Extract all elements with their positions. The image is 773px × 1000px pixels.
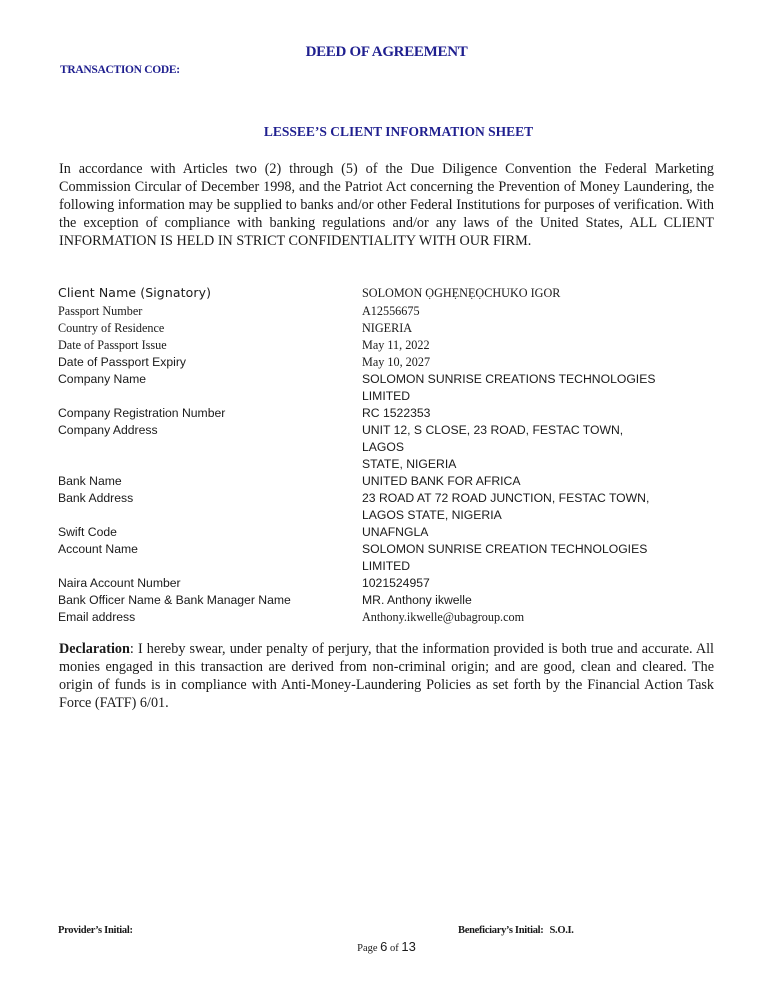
- company-address-value-line2: STATE, NIGERIA: [362, 457, 457, 471]
- account-name-value: [362, 541, 662, 575]
- company-address-label: Company Address: [58, 423, 158, 437]
- account-number-label: Naira Account Number: [58, 576, 181, 590]
- info-row-bank-officer: [58, 592, 678, 609]
- company-name-value: [362, 371, 662, 405]
- info-row-country: [58, 320, 678, 337]
- declaration-paragraph: [59, 640, 714, 712]
- sheet-title-text: LESSEE’S CLIENT INFORMATION SHEET: [263, 124, 534, 139]
- bank-officer-value: MR. Anthony ikwelle: [362, 593, 472, 607]
- company-name-value-line2: LIMITED: [362, 389, 411, 403]
- intro-paragraph: In accordance with Articles two (2) through (5) of the Due Diligence Convention the Federal Marketing Commission Circular of December 1998, and the Patriot Act concerning the Prevention of Money Laundering, the following information may be supplied to banks and/or other Federal Institutions for purposes of verification. With the exception of compliance with banking regulations and/or any laws of the United States, ALL CLIENT INFORMATION IS HELD IN STRICT CONFIDENTIALITY WITH OUR FIRM.: [59, 161, 714, 249]
- company-reg-label: Company Registration Number: [58, 406, 226, 420]
- passport-number-value: A12556675: [362, 304, 420, 318]
- client-info-table: [58, 283, 678, 626]
- passport-expiry-value: May 10, 2027: [362, 355, 431, 369]
- client-name-label: Client Name (Signatory): [58, 285, 212, 300]
- passport-issue-value: May 11, 2022: [362, 338, 430, 352]
- bank-address-value: [362, 490, 662, 524]
- company-address-value-line1: UNIT 12, S CLOSE, 23 ROAD, FESTAC TOWN, LAGOS: [362, 423, 624, 454]
- info-row-bank-address: [58, 490, 678, 524]
- page-of: of: [390, 943, 399, 954]
- page-prefix: Page: [357, 943, 378, 954]
- account-number-value: 1021524957: [362, 576, 430, 590]
- email-value: Anthony.ikwelle@ubagroup.com: [362, 610, 525, 624]
- info-row-company-reg: [58, 405, 678, 422]
- email-label: Email address: [58, 610, 136, 624]
- beneficiary-initials: S.O.I.: [549, 925, 574, 936]
- passport-number-label: Passport Number: [58, 304, 143, 318]
- passport-issue-label: Date of Passport Issue: [58, 338, 167, 352]
- declaration-text: : I hereby swear, under penalty of perjury, that the information provided is both true and accurate. All monies engaged in this transaction are derived from non-criminal origin; and are good, clean and cleared. The origin of funds is in compliance with Anti-Money-Laundering Policies as set forth by the Financial Action Task Force (FATF) 6/01.: [59, 641, 714, 711]
- declaration-label: Declaration: [59, 641, 130, 657]
- info-row-account-number: [58, 575, 678, 592]
- beneficiary-initial: [458, 925, 574, 936]
- country-value: NIGERIA: [362, 321, 413, 335]
- info-row-bank-name: [58, 473, 678, 490]
- company-reg-value: RC 1522353: [362, 406, 431, 420]
- client-name-value: SOLOMON ỌGHẸNẸỌCHUKO IGOR: [362, 286, 561, 300]
- company-address-value: [362, 422, 662, 473]
- passport-expiry-label: Date of Passport Expiry: [58, 355, 187, 369]
- document-title-text: DEED OF AGREEMENT: [305, 44, 468, 60]
- page-current: 6: [380, 939, 388, 954]
- swift-code-label: Swift Code: [58, 525, 117, 539]
- bank-address-label: Bank Address: [58, 491, 134, 505]
- info-row-email: [58, 609, 678, 626]
- bank-address-value-line2: LAGOS STATE, NIGERIA: [362, 508, 502, 522]
- info-row-passport-issue: [58, 337, 678, 354]
- page-number: [0, 939, 773, 954]
- info-row-swift-code: [58, 524, 678, 541]
- company-name-label: Company Name: [58, 372, 147, 386]
- info-row-passport-number: [58, 303, 678, 320]
- account-name-value-line1: SOLOMON SUNRISE CREATION TECHNOLOGIES: [362, 542, 648, 556]
- bank-address-value-line1: 23 ROAD AT 72 ROAD JUNCTION, FESTAC TOWN,: [362, 491, 650, 505]
- account-name-value-line2: LIMITED: [362, 559, 411, 573]
- beneficiary-initial-label: Beneficiary’s Initial:: [458, 925, 544, 936]
- info-row-account-name: [58, 541, 678, 575]
- info-row-client-name: [58, 283, 678, 303]
- info-row-company-address: [58, 422, 678, 473]
- country-label: Country of Residence: [58, 321, 165, 335]
- bank-officer-label: Bank Officer Name & Bank Manager Name: [58, 593, 291, 607]
- sheet-title: [0, 124, 773, 140]
- provider-initial-label: Provider’s Initial:: [58, 925, 133, 936]
- bank-name-label: Bank Name: [58, 474, 122, 488]
- page-total: 13: [401, 939, 416, 954]
- transaction-code-label: TRANSACTION CODE:: [60, 64, 180, 76]
- document-title: [0, 44, 773, 61]
- company-name-value-line1: SOLOMON SUNRISE CREATIONS TECHNOLOGIES: [362, 372, 656, 386]
- account-name-label: Account Name: [58, 542, 138, 556]
- bank-name-value: UNITED BANK FOR AFRICA: [362, 474, 521, 488]
- info-row-passport-expiry: [58, 354, 678, 371]
- info-row-company-name: [58, 371, 678, 405]
- swift-code-value: UNAFNGLA: [362, 525, 429, 539]
